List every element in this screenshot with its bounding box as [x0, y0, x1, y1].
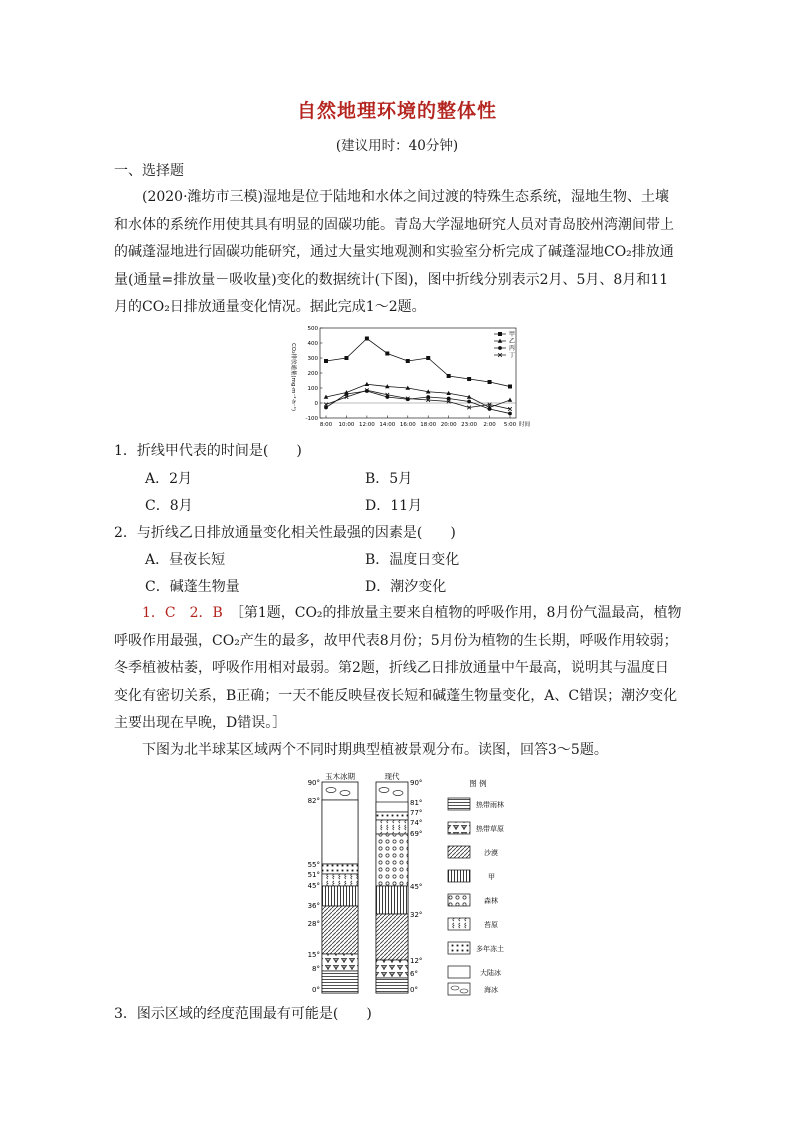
left-lat-label: 0°	[312, 986, 320, 994]
legend-label-2: 乙	[509, 338, 516, 345]
chart-ytick-label: 100	[307, 386, 318, 392]
legend-label: 森林	[484, 897, 498, 905]
chart-xtick-label: 14:00	[379, 422, 396, 428]
legend-marker-1	[498, 332, 502, 336]
legend-label: 热带草原	[476, 825, 504, 833]
left-lat-label: 45°	[307, 882, 320, 890]
series-line-1	[326, 339, 510, 387]
left-lat-label: 8°	[312, 965, 320, 973]
right-lat-label: 74°	[410, 819, 423, 827]
chart-ytick-label: 500	[307, 326, 318, 332]
zone-tundra	[322, 874, 358, 886]
q1-option-c[interactable]: C．8月	[145, 498, 193, 514]
legend-label: 沙漠	[484, 849, 498, 857]
legend-swatch-jia	[448, 870, 470, 882]
legend-label-3: 丙	[509, 345, 516, 352]
chart-series	[324, 337, 516, 416]
series-point-1	[406, 359, 410, 363]
left-lat-label: 51°	[307, 871, 320, 879]
series-point-1	[508, 385, 512, 389]
right-lat-label: 32°	[410, 911, 423, 919]
series-point-1	[344, 356, 348, 360]
chart-xtick-label: 12:00	[358, 422, 375, 428]
legend-marker-3	[498, 346, 502, 350]
series-point-1	[385, 352, 389, 356]
chart-xtick-label: 20:00	[440, 422, 457, 428]
vegetation-zones-figure	[300, 768, 550, 998]
page-subtitle: (建议用时：40分钟)	[335, 138, 459, 154]
chart-xtick-label: 18:00	[420, 422, 437, 428]
chart-xtick-label: 5:00	[503, 422, 517, 428]
right-lat-label: 69°	[410, 830, 423, 838]
right-lat-label: 81°	[410, 799, 423, 807]
series-point-1	[324, 359, 328, 363]
series-line-2	[326, 384, 510, 407]
legend-swatch-permafrost	[448, 942, 470, 954]
chart-ytick-label: -100	[305, 416, 318, 422]
left-lat-label: 28°	[307, 920, 320, 928]
legend-label: 苔原	[484, 921, 498, 929]
chart-xtick-label: 16:00	[399, 422, 416, 428]
zone-rainforest	[376, 978, 408, 993]
legend-swatch-savanna	[448, 822, 470, 834]
chart-ytick-label: 300	[307, 356, 318, 362]
right-column	[376, 782, 408, 993]
zone-tundra	[376, 820, 408, 834]
chart-ytick-label: 0	[314, 401, 318, 407]
legend-swatch-desert	[448, 846, 470, 858]
zone-rainforest	[322, 971, 358, 993]
question-2-stem: 2．与折线乙日排放通量变化相关性最强的因素是( )	[114, 525, 456, 541]
answer-text: ［第1题，CO₂的排放量主要来自植物的呼吸作用，8月份气温最高，植物呼吸作用最强，CO₂产生的最多，故甲代表8月份；5月份为植物的生长期，呼吸作用较弱；冬季植被枯萎，呼吸作用相对最弱。第2题，折线乙日排放通量中午最高，说明其与温度日变化有密切关系，B正确；一天不能反映昼夜长短和碱蓬生物量变化，A、C错误；潮汐变化主要出现在早晚，D错误。］	[114, 605, 682, 731]
left-lat-label: 15°	[307, 951, 320, 959]
chart-plot-frame	[320, 328, 516, 418]
zone-jia	[376, 886, 408, 914]
q1-option-d[interactable]: D．11月	[365, 498, 423, 514]
co2-flux-line-chart	[262, 322, 552, 432]
left-column	[322, 782, 358, 993]
chart-legend	[494, 330, 515, 359]
chart-xtick-label: 10:00	[338, 422, 355, 428]
section-heading: 一、选择题	[114, 163, 184, 179]
zone-savanna	[376, 960, 408, 978]
legend-label-4: 丁	[509, 352, 516, 359]
zone-jia	[322, 886, 358, 906]
series-point-2	[508, 398, 513, 402]
series-point-1	[447, 374, 451, 378]
q2-option-a[interactable]: A．昼夜长短	[145, 552, 226, 568]
left-lat-label: 55°	[307, 861, 320, 869]
q1-option-b[interactable]: B．5月	[365, 471, 413, 487]
series-point-1	[426, 356, 430, 360]
right-column-title: 现代	[384, 772, 400, 781]
chart-ytick-label: 200	[307, 371, 318, 377]
right-lat-label: 0°	[410, 986, 418, 994]
zone-desert	[376, 914, 408, 960]
legend-title: 图 例	[469, 779, 487, 788]
chart-xtick-label: 8:00	[319, 422, 333, 428]
right-lat-label: 90°	[410, 779, 423, 787]
right-lat-label: 6°	[410, 970, 418, 978]
series-point-1	[488, 380, 492, 384]
q1-option-a[interactable]: A．2月	[145, 471, 193, 487]
right-lat-label: 12°	[410, 957, 423, 965]
question-3-stem: 3．图示区域的经度范围最有可能是( )	[114, 1006, 372, 1022]
chart-ytick-label: 400	[307, 341, 318, 347]
series-point-1	[467, 377, 471, 381]
chart-xlabel: 时间	[519, 422, 531, 428]
legend-label: 热带雨林	[476, 801, 504, 809]
zone-forest	[376, 834, 408, 886]
legend-swatch-continental-ice	[448, 966, 470, 978]
right-lat-label: 77°	[410, 809, 423, 817]
zone-permafrost	[376, 812, 408, 820]
q2-option-b[interactable]: B．温度日变化	[365, 552, 460, 568]
series-point-3	[508, 412, 512, 416]
series-point-3	[488, 407, 492, 411]
chart-ylabel: CO₂排放通量(mg·m⁻²·h⁻¹)	[290, 342, 296, 412]
legend-label: 大陆冰	[480, 969, 501, 977]
chart-xtick-label: 23:00	[461, 422, 478, 428]
left-column-title: 玉木冰期	[325, 772, 355, 781]
zone-savanna	[322, 954, 358, 971]
left-lat-label: 82°	[307, 797, 320, 805]
question-1-stem: 1．折线甲代表的时间是( )	[114, 443, 302, 459]
series-point-2	[365, 382, 370, 386]
passage-2: 下图为北半球某区域两个不同时期典型植被景观分布。读图，回答3～5题。	[142, 742, 608, 758]
page-title: 自然地理环境的整体性	[296, 100, 497, 122]
answer-key: 1．C 2．B	[142, 605, 223, 621]
figure-legend	[448, 778, 504, 995]
legend-label-1: 甲	[509, 331, 516, 338]
q2-option-d[interactable]: D．潮汐变化	[365, 579, 447, 595]
left-lat-label: 90°	[307, 779, 320, 787]
zone-permafrost	[322, 864, 358, 874]
legend-label: 多年冻土	[476, 945, 504, 953]
chart-xtick-label: 2:00	[483, 422, 496, 428]
q2-option-c[interactable]: C．碱蓬生物量	[145, 579, 240, 595]
right-lat-label: 45°	[410, 883, 423, 891]
answer-explanation	[114, 600, 682, 738]
left-lat-label: 36°	[307, 902, 320, 910]
series-point-1	[365, 337, 369, 341]
series-point-3	[467, 400, 471, 404]
legend-label: 海冰	[484, 986, 498, 994]
legend-swatch-tundra	[448, 918, 470, 930]
legend-swatch-forest	[448, 894, 470, 906]
zone-desert	[322, 906, 358, 954]
zone-continental-ice	[376, 802, 408, 812]
passage-1: (2020·潍坊市三模)湿地是位于陆地和水体之间过渡的特殊生态系统，湿地生物、土壤和水体的系统作用使其具有明显的固碳功能。青岛大学湿地研究人员对青岛胶州湾潮间带上的碱蓬湿地进行固碳功能研究，通过大量实地观测和实验室分析完成了碱蓬湿地CO₂排放通量(通量=排放量－吸收量)变化的数据统计(下图)，图中折线分别表示2月、5月、8月和11月的CO₂日排放通量变化情况。据此完成1～2题。	[114, 189, 674, 315]
legend-swatch-rainforest	[448, 798, 470, 810]
legend-label: 甲	[488, 873, 495, 881]
zone-continental-ice	[322, 800, 358, 864]
